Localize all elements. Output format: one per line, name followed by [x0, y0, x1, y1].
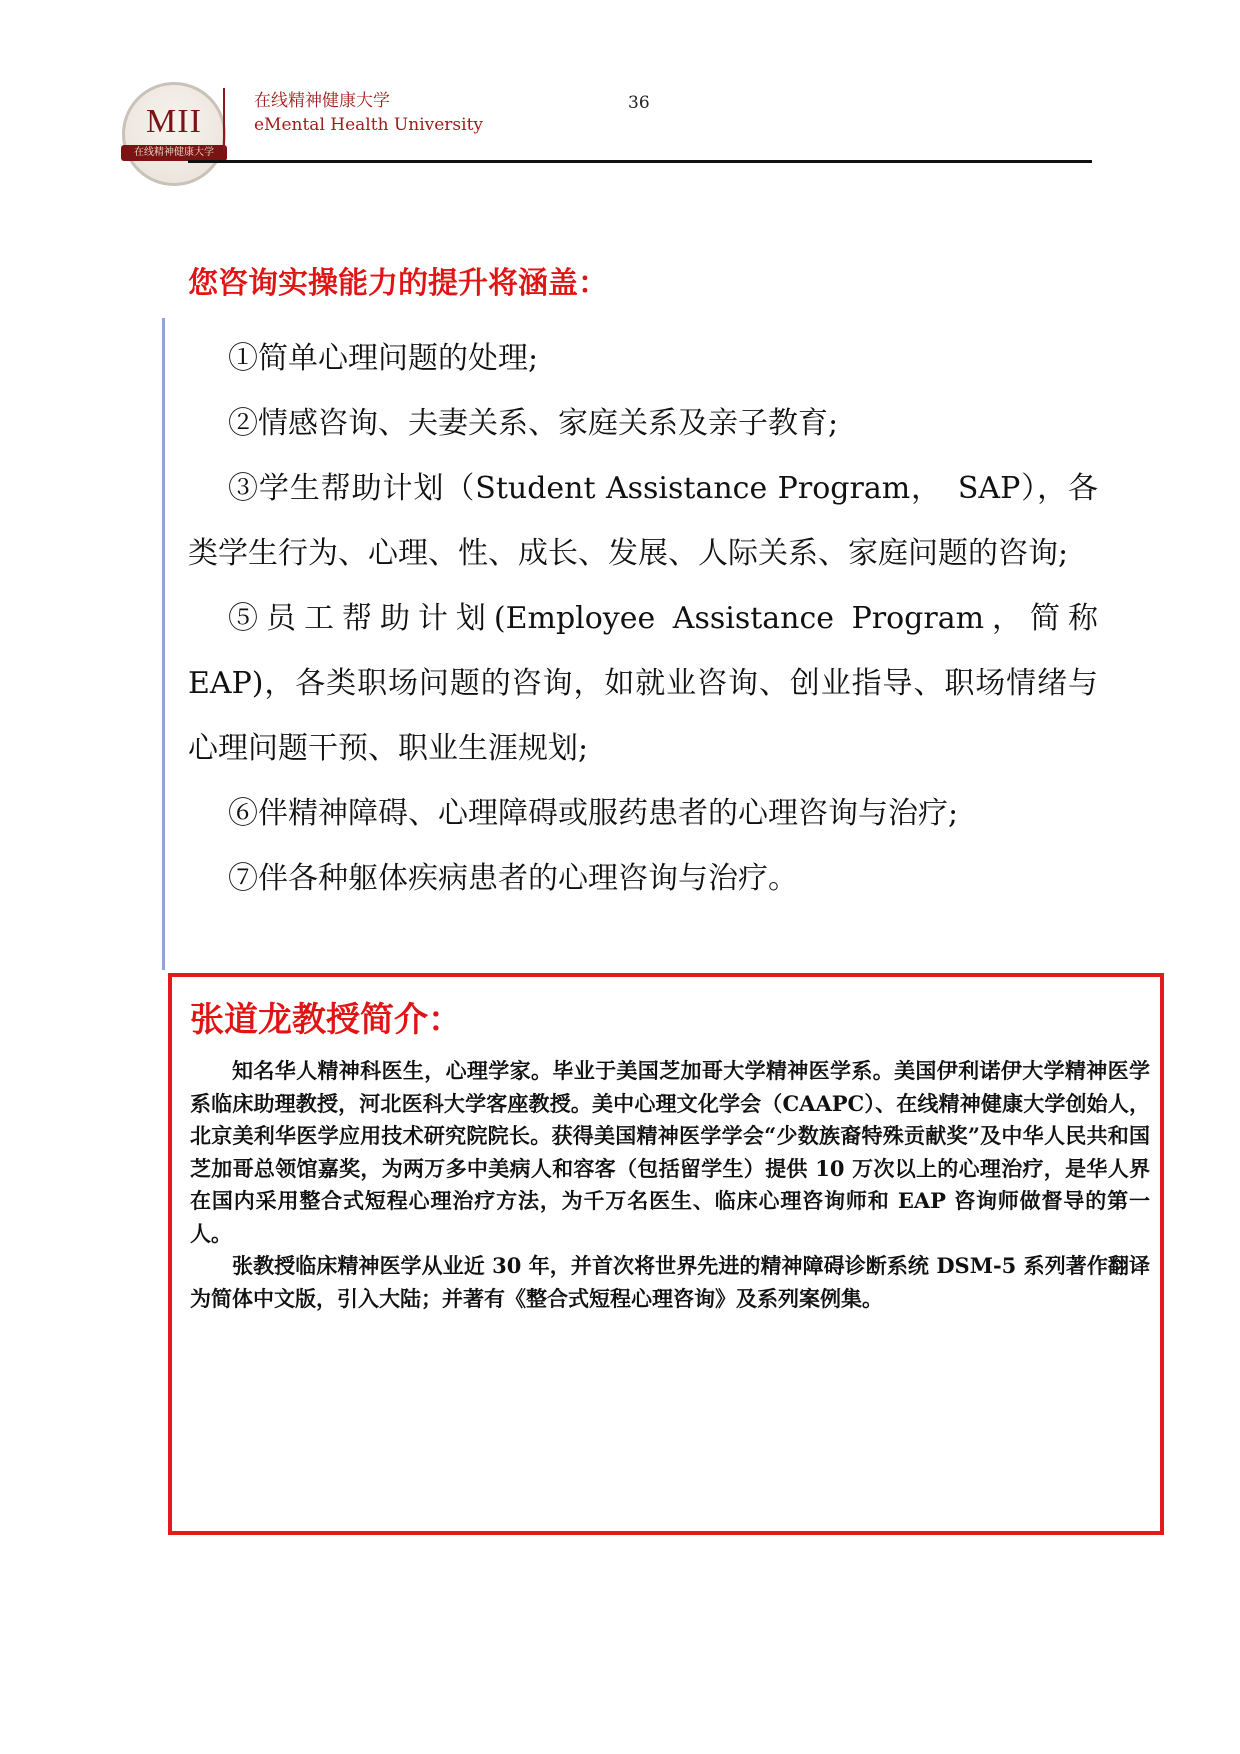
- logo-text: MII: [146, 103, 202, 140]
- bio-paragraph: 张教授临床精神医学从业近 30 年，并首次将世界先进的精神障碍诊断系统 DSM-5 系列著作翻译为简体中文版，引入大陆；并著有《整合式短程心理咨询》及系列案例集。: [190, 1253, 1150, 1311]
- list-item: ⑦伴各种躯体疾病患者的心理咨询与治疗。: [228, 861, 798, 896]
- list-item: ②情感咨询、夫妻关系、家庭关系及亲子教育;: [228, 406, 839, 441]
- header-subtitle: eMental Health University: [254, 115, 484, 135]
- skills-list: [188, 326, 1098, 911]
- bio-box: [168, 973, 1164, 1535]
- header-rule: [188, 160, 1092, 163]
- bio-title: 张道龙教授简介：: [190, 1000, 462, 1040]
- list-item: ⑥伴精神障碍、心理障碍或服药患者的心理咨询与治疗;: [228, 796, 959, 831]
- bio-paragraph: 知名华人精神科医生，心理学家。毕业于美国芝加哥大学精神医学系。美国伊利诺伊大学精神医学系临床助理教授，河北医科大学客座教授。美中心理文化学会（CAAPC）、在线精神健康大学创始人，北京美利华医学应用技术研究院院长。获得美国精神医学学会“少数族裔特殊贡献奖”及中华人民共和国芝加哥总领馆嘉奖，为两万多中美病人和容客（包括留学生）提供 10 万次以上的心理治疗，是华人界在国内采用整合式短程心理治疗方法，为千万名医生、临床心理咨询师和 EAP 咨询师做督导的第一人。: [190, 1058, 1150, 1246]
- list-item: ①简单心理问题的处理;: [228, 341, 539, 376]
- bio-text: [190, 1055, 1150, 1315]
- header-divider: [223, 88, 225, 150]
- header-title: 在线精神健康大学: [254, 91, 390, 111]
- logo-ribbon: 在线精神健康大学: [121, 145, 227, 161]
- page-number: 36: [628, 93, 650, 113]
- section-heading: 您咨询实操能力的提升将涵盖：: [188, 266, 608, 301]
- list-item: ③学生帮助计划（Student Assistance Program， SAP），各类学生行为、心理、性、成长、发展、人际关系、家庭问题的咨询;: [188, 471, 1098, 571]
- list-accent-bar: [162, 318, 165, 970]
- university-logo: [122, 82, 226, 186]
- list-item: ⑤员工帮助计划(Employee Assistance Program，简称EAP)，各类职场问题的咨询，如就业咨询、创业指导、职场情绪与心理问题干预、职业生涯规划;: [188, 601, 1098, 766]
